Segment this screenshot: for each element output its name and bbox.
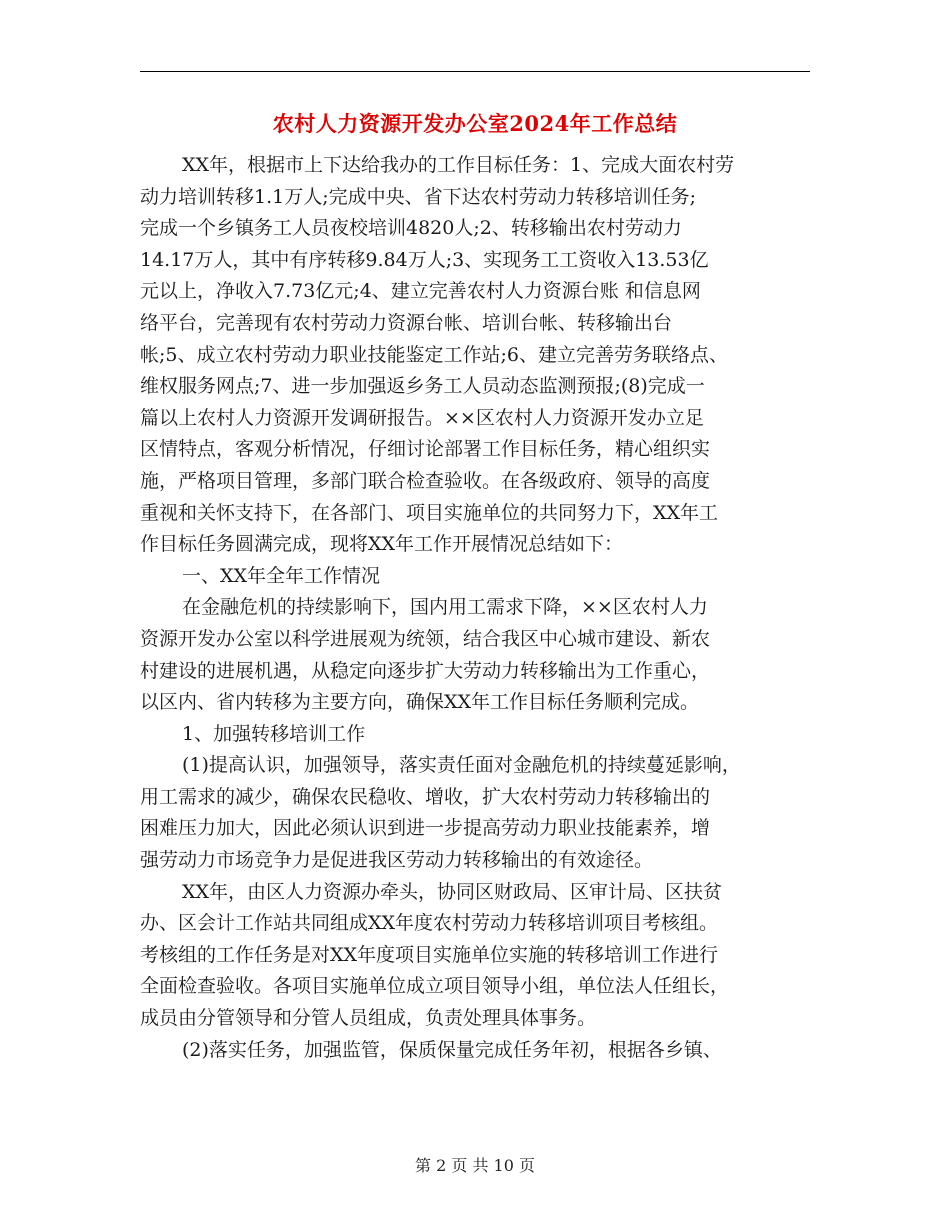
paragraph-line: XX年，根据市上下达给我办的工作目标任务：1、完成大面农村劳 [182,154,735,176]
page-footer: 第 2 页 共 10 页 [415,1156,535,1175]
paragraph-line: 区情特点，客观分析情况，仔细讨论部署工作目标任务，精心组织实 [140,438,711,461]
section-heading: 一、XX年全年工作情况 [182,564,381,587]
document-body [140,150,810,1066]
paragraph-line: 完成一个乡镇务工人员夜校培训4820人;2、转移输出农村劳动力 [140,217,682,240]
paragraph-line: 施，严格项目管理，多部门联合检查验收。在各级政府、领导的高度 [140,469,711,492]
document-title: 农村人力资源开发办公室2024年工作总结 [272,111,678,136]
header-rule [140,71,810,72]
paragraph-line: 14.17万人，其中有序转移9.84万人;3、实现务工工资收入13.53亿 [140,248,709,271]
paragraph-line: 篇以上农村人力资源开发调研报告。××区农村人力资源开发办立足 [140,406,704,429]
paragraph-line: 在金融危机的持续影响下，国内用工需求下降，××区农村人力 [182,596,708,619]
paragraph-line: XX年，由区人力资源办牵头，协同区财政局、区审计局、区扶贫 [182,880,723,903]
paragraph-line: 资源开发办公室以科学进展观为统领，结合我区中心城市建设、新农 [140,627,711,650]
subsection-heading: 1、加强转移培训工作 [182,722,366,745]
paragraph-line: (2)落实任务，加强监管，保质保量完成任务年初，根据各乡镇、 [182,1038,722,1061]
paragraph-line: 元以上，净收入7.73亿元;4、建立完善农村人力资源台账 和信息网 [140,280,701,303]
paragraph-line: 成员由分管领导和分管人员组成，负责处理具体事务。 [140,1007,597,1030]
paragraph-line: (1)提高认识，加强领导，落实责任面对金融危机的持续蔓延影响， [182,754,741,777]
paragraph-line: 以区内、省内转移为主要方向，确保XX年工作目标任务顺利完成。 [140,691,700,714]
paragraph-line: 用工需求的减少，确保农民稳收、增收，扩大农村劳动力转移输出的 [140,785,711,808]
paragraph-line: 动力培训转移1.1万人;完成中央、省下达农村劳动力转移培训任务; [140,185,697,208]
paragraph-line: 作目标任务圆满完成，现将XX年工作开展情况总结如下： [140,533,624,556]
paragraph-line: 重视和关怀支持下，在各部门、项目实施单位的共同努力下，XX年工 [140,501,719,524]
paragraph-line: 办、区会计工作站共同组成XX年度农村劳动力转移培训项目考核组。 [140,912,719,935]
paragraph-line: 全面检查验收。各项目实施单位成立项目领导小组，单位法人任组长， [140,975,730,998]
paragraph-line: 帐;5、成立农村劳动力职业技能鉴定工作站;6、建立完善劳务联络点、 [140,343,728,366]
paragraph-line: 强劳动力市场竞争力是促进我区劳动力转移输出的有效途径。 [140,849,654,872]
paragraph-line: 考核组的工作任务是对XX年度项目实施单位实施的转移培训工作进行 [140,943,719,966]
paragraph-line: 维权服务网点;7、进一步加强返乡务工人员动态监测预报;(8)完成一 [140,375,705,398]
paragraph-line: 困难压力加大，因此必须认识到进一步提高劳动力职业技能素养，增 [140,817,711,840]
paragraph-line: 村建设的进展机遇，从稳定向逐步扩大劳动力转移输出为工作重心， [140,659,711,682]
paragraph-line: 络平台，完善现有农村劳动力资源台帐、培训台帐、转移输出台 [140,311,673,334]
